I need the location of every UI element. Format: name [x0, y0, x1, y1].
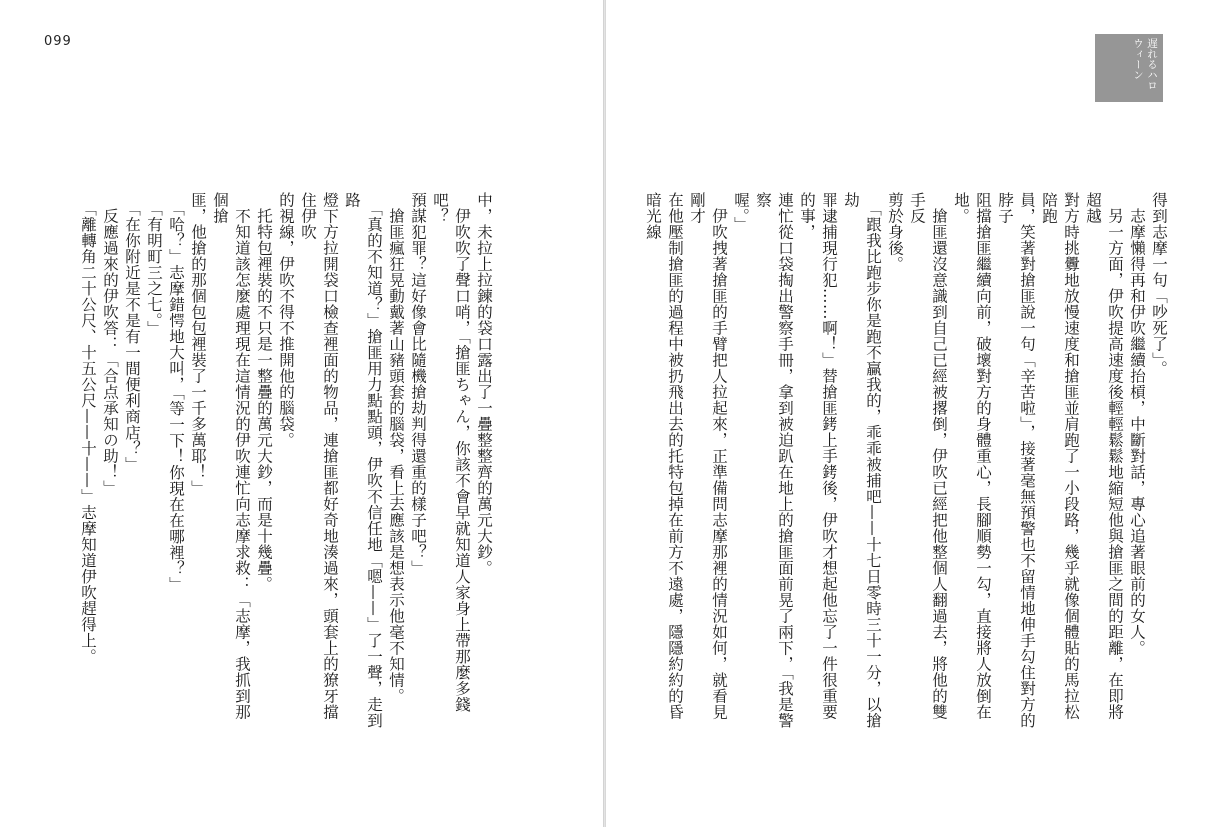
text-line: 中，未拉上拉鍊的袋口露出了一疊整整齊的萬元大鈔。 — [475, 192, 493, 576]
left-page-text — [40, 192, 495, 732]
text-line: 連忙從口袋掏出警察手冊，拿到被迫趴在地上的搶匪面前晃了兩下，「我是警察 — [754, 192, 794, 729]
text-line: 不知道該怎麼處理現在這情況的伊吹連忙向志摩求救：「志摩，我抓到那個搶 — [211, 192, 251, 720]
running-header-tab — [1095, 34, 1163, 102]
text-line: 剪於身後。 — [886, 192, 904, 272]
text-line: 得到志摩一句「吵死了」。 — [1150, 192, 1168, 377]
text-line: 另一方面，伊吹提高速度後輕輕鬆鬆地縮短他與搶匪之間的距離，在即將超越 — [1084, 192, 1124, 720]
book-gutter — [603, 0, 606, 827]
text-line: 員，笑著對搶匪說一句「辛苦啦」，接著毫無預警也不留情地伸手勾住對方的脖子 — [996, 192, 1036, 729]
text-line: 搶匪瘋狂晃動戴著山豬頭套的腦袋，看上去應該是想表示他毫不知情。 — [387, 192, 405, 704]
text-line: 對方時挑釁地放慢速度和搶匪並肩跑了一小段路，幾乎就像個體貼的馬拉松陪跑 — [1040, 192, 1080, 720]
text-line: 罪逮捕現行犯……啊！」替搶匪銬上手銬後，伊吹才想起他忘了一件很重要的事， — [798, 192, 838, 720]
text-line: 「哈？」志摩錯愕地大叫，「等一下！你現在在哪裡？」 — [167, 192, 185, 593]
text-line: 匪，他搶的那個包包裡裝了一千多萬耶！」 — [189, 192, 207, 496]
text-line: 志摩懶得再和伊吹繼續抬槓，中斷對話，專心追著眼前的女人。 — [1128, 192, 1146, 656]
text-line: 在他壓制搶匪的過程中被扔飛出去的托特包掉在前方不遠處，隱隱約約的昏暗光線 — [644, 192, 684, 720]
text-line: 伊吹吹了聲口哨，「搶匪ちゃん，你該不會早就知道人家身上帶那麼多錢吧？ — [431, 192, 471, 713]
right-page-text — [644, 192, 1170, 732]
text-line: 預謀犯罪？這好像會比隨機搶劫判得還重的樣子吧？」 — [409, 192, 427, 576]
text-line: 搶匪還沒意識到自己已經被撂倒，伊吹已經把他整個人翻過去，將他的雙手反 — [908, 192, 948, 720]
text-line: 喔。」 — [732, 192, 750, 233]
text-line: 「真的不知道？」搶匪用力點點頭，伊吹不信任地「嗯——」了一聲，走到路 — [343, 192, 383, 729]
text-line: 托特包裡裝的不只是一整疊的萬元大鈔，而是十幾疊。 — [255, 192, 273, 592]
page-number: 099 — [44, 34, 72, 49]
running-header-title: 遅れるハロウィーン — [1132, 38, 1158, 91]
text-line: 阻擋搶匪繼續向前，破壞對方的身體重心，長腳順勢一勾，直接將人放倒在地。 — [952, 192, 992, 720]
text-line: 伊吹拽著搶匪的手臂把人拉起來，正準備問志摩那裡的情況如何，就看見剛才 — [688, 192, 728, 720]
text-line: 「跟我比跑步你是跑不贏我的，乖乖被捕吧——十七日零時三十一分，以搶劫 — [842, 192, 882, 729]
text-line: 反應過來的伊吹答：「合点承知の助！」 — [101, 192, 119, 496]
text-line: 「離轉角二十公尺、十五公尺——十——」志摩知道伊吹趕得上。 — [79, 192, 97, 665]
text-line: 燈下方拉開袋口檢查裡面的物品，連搶匪都好奇地湊過來，頭套上的獠牙擋住伊吹 — [299, 192, 339, 720]
text-line: 的視線，伊吹不得不推開他的腦袋。 — [277, 192, 295, 448]
text-line: 「在你附近是不是有一間便利商店？」 — [123, 192, 141, 473]
text-line: 「有明町三之七。」 — [145, 192, 163, 337]
